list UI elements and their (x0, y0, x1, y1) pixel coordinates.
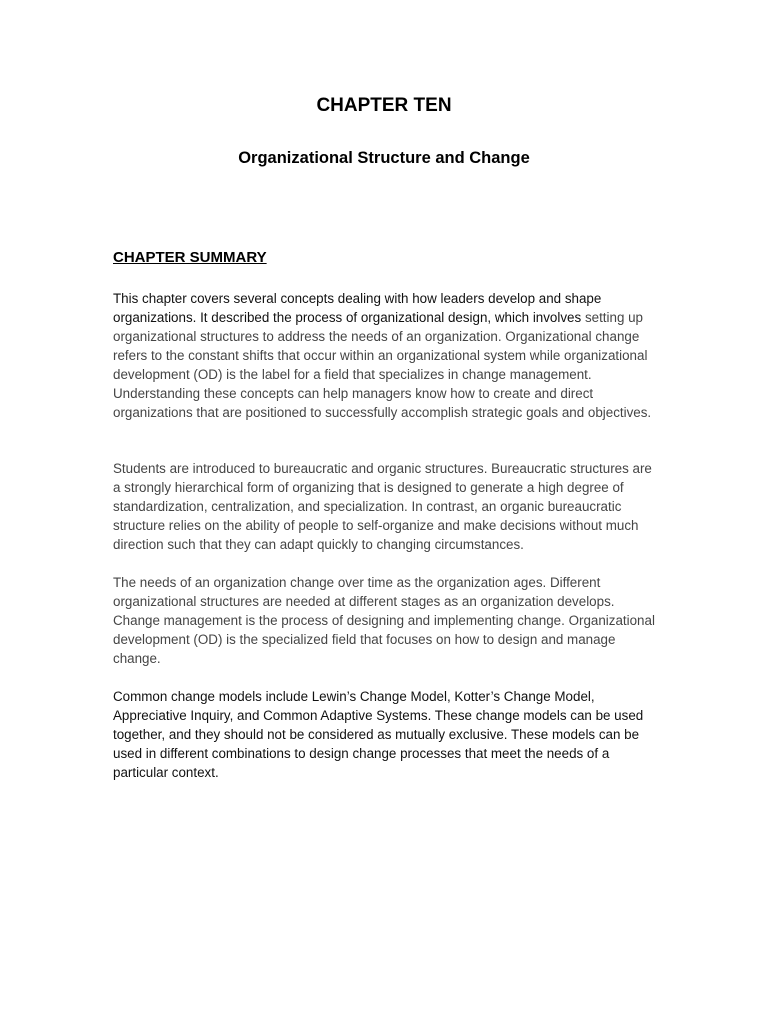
summary-heading: CHAPTER SUMMARY (113, 249, 267, 266)
paragraph-1-dark-text: This chapter covers several concepts dealing with how leaders develop and shape organizations. It described the process of organizational design, which involves (113, 291, 602, 325)
summary-paragraph-2: Students are introduced to bureaucratic and organic structures. Bureaucratic structures are a strongly hierarchical form of organizing that is designed to generate a high degree of standardization, centralization, and specialization. In contrast, an organic bureaucratic structure relies on the ability of people to self-organize and make decisions without much direction such that they can adapt quickly to changing circumstances. (113, 461, 652, 552)
summary-paragraph-1 (113, 289, 658, 422)
chapter-title: CHAPTER TEN (316, 95, 452, 116)
summary-paragraph-3: The needs of an organization change over time as the organization ages. Different organizational structures are needed at different stages as an organization develops. Change management is the process of designing and implementing change. Organizational development (OD) is the specialized field that focuses on how to design and manage change. (113, 575, 655, 666)
paragraph-1-grey-text: setting up organizational structures to address the needs of an organization. Organizational change refers to the constant shifts that occur within an organizational system while organizational development (OD) is the label for a field that specializes in change management. Understanding these concepts can help managers know how to create and direct organizations that are positioned to successfully accomplish strategic goals and objectives. (113, 310, 652, 420)
summary-paragraph-4: Common change models include Lewin’s Change Model, Kotter’s Change Model, Appreciative Inquiry, and Common Adaptive Systems. These change models can be used together, and they should not be considered as mutually exclusive. These models can be used in different combinations to design change processes that meet the needs of a particular context. (113, 689, 644, 780)
chapter-subtitle: Organizational Structure and Change (238, 149, 530, 167)
